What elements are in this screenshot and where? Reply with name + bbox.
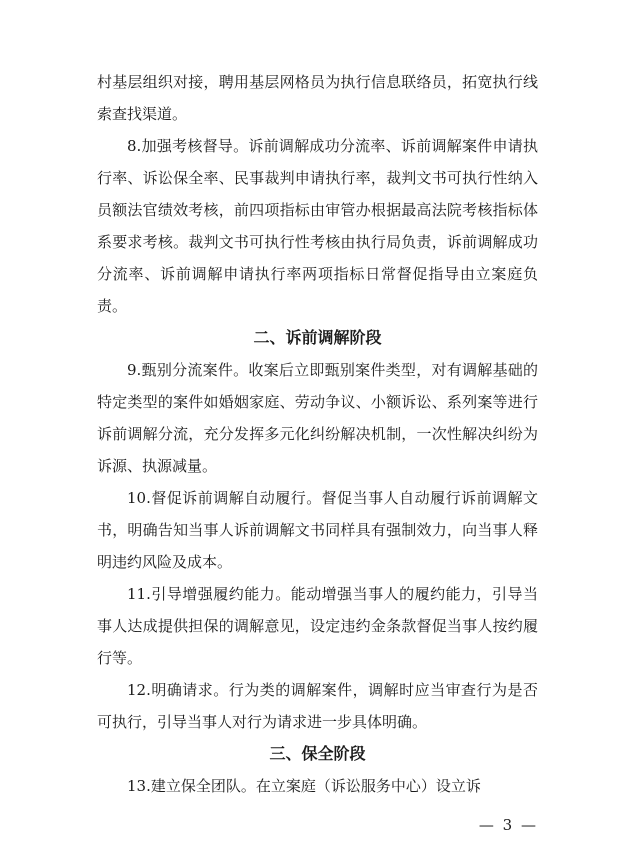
paragraph-8: 8.加强考核督导。诉前调解成功分流率、诉前调解案件申请执行率、诉讼保全率、民事裁判申请执行率，裁判文书可执行性纳入员额法官绩效考核，前四项指标由审管办根据最高法院考核指标体系要求考核。裁判文书可执行性考核由执行局负责，诉前调解成功分流率、诉前调解申请执行率两项指标日常督促指导由立案庭负责。 bbox=[97, 137, 538, 315]
paragraph-12: 12.明确请求。行为类的调解案件，调解时应当审查行为是否可执行，引导当事人对行为请求进一步具体明确。 bbox=[97, 681, 538, 731]
page-number: — 3 — bbox=[478, 816, 538, 834]
paragraph-11: 11.引导增强履约能力。能动增强当事人的履约能力，引导当事人达成提供担保的调解意见，设定违约金条款督促当事人按约履行等。 bbox=[97, 585, 538, 667]
paragraph-continuation: 村基层组织对接，聘用基层网格员为执行信息联络员，拓宽执行线索查找渠道。 bbox=[97, 73, 538, 123]
paragraph-13: 13.建立保全团队。在立案庭（诉讼服务中心）设立诉 bbox=[127, 777, 481, 795]
paragraph-9: 9.甄别分流案件。收案后立即甄别案件类型，对有调解基础的特定类型的案件如婚姻家庭、劳动争议、小额诉讼、系列案等进行诉前调解分流，充分发挥多元化纠纷解决机制，一次性解决纠纷为诉源、执源减量。 bbox=[97, 361, 538, 475]
section-heading-3: 三、保全阶段 bbox=[269, 744, 366, 763]
section-heading-2: 二、诉前调解阶段 bbox=[253, 328, 382, 347]
document-body bbox=[97, 66, 538, 802]
paragraph-10: 10.督促诉前调解自动履行。督促当事人自动履行诉前调解文书，明确告知当事人诉前调解文书同样具有强制效力，向当事人释明违约风险及成本。 bbox=[97, 489, 538, 571]
